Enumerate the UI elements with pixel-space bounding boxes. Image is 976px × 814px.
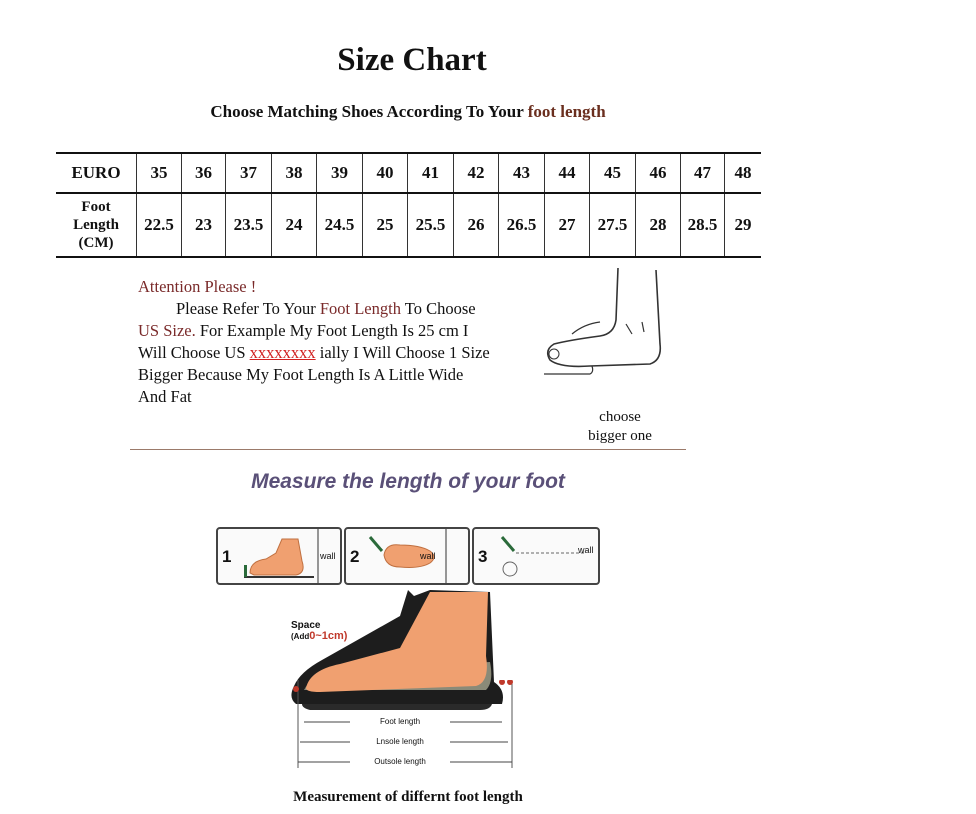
foot-length-header-line: Foot bbox=[81, 199, 111, 215]
outsole-length-label: Outsole length bbox=[350, 757, 450, 766]
subtitle-highlight: foot length bbox=[527, 102, 606, 121]
step-panel-2 bbox=[344, 527, 470, 585]
attention-line bbox=[138, 298, 546, 320]
space-label bbox=[291, 620, 347, 642]
attention-redacted: xxxxxxxx bbox=[249, 343, 316, 362]
attention-line bbox=[138, 342, 546, 364]
step-panel-1 bbox=[216, 527, 342, 585]
wall-label: wall bbox=[320, 551, 336, 561]
attention-heading: Attention Please ! bbox=[138, 277, 257, 296]
measuring-line-icon bbox=[492, 531, 592, 581]
foot-length-cell: 27.5 bbox=[590, 193, 636, 257]
choose-bigger-note bbox=[584, 408, 656, 446]
foot-length-cell: 28 bbox=[636, 193, 681, 257]
add-line bbox=[291, 631, 347, 642]
foot-length-header bbox=[56, 193, 137, 257]
step-number: 2 bbox=[350, 547, 360, 566]
euro-size-cell: 39 bbox=[317, 153, 363, 193]
foot-length-cell: 22.5 bbox=[137, 193, 182, 257]
foot-length-cell: 26 bbox=[454, 193, 499, 257]
foot-length-header-line: Length bbox=[73, 217, 119, 233]
foot-length-cell: 23 bbox=[182, 193, 226, 257]
attention-emphasis: US Size. bbox=[138, 321, 196, 340]
step-panel-3 bbox=[472, 527, 600, 585]
euro-row bbox=[56, 153, 761, 193]
attention-text: To Choose bbox=[400, 299, 476, 318]
foot-sketch-icon bbox=[540, 264, 670, 384]
wall-label: wall bbox=[578, 545, 594, 555]
euro-size-cell: 43 bbox=[499, 153, 545, 193]
wall-line-icon bbox=[444, 529, 448, 583]
foot-length-cell: 25.5 bbox=[408, 193, 454, 257]
attention-note bbox=[138, 276, 546, 408]
add-text: (Add bbox=[291, 632, 310, 641]
attention-text: Please Refer To Your bbox=[176, 299, 320, 318]
choose-line: bigger one bbox=[588, 428, 652, 444]
foot-length-cell: 29 bbox=[725, 193, 762, 257]
foot-length-cell: 23.5 bbox=[226, 193, 272, 257]
foot-length-cell: 26.5 bbox=[499, 193, 545, 257]
step-number: 1 bbox=[222, 547, 232, 566]
attention-line bbox=[138, 320, 546, 342]
euro-size-cell: 38 bbox=[272, 153, 317, 193]
euro-size-cell: 46 bbox=[636, 153, 681, 193]
insole-length-label: Lnsole length bbox=[350, 737, 450, 746]
attention-emphasis: Foot Length bbox=[319, 299, 401, 318]
attention-line: Bigger Because My Foot Length Is A Little Wide bbox=[138, 365, 464, 384]
size-table bbox=[56, 152, 761, 258]
euro-header: EURO bbox=[56, 153, 137, 193]
foot-length-cell: 28.5 bbox=[681, 193, 725, 257]
foot-length-header-line: (CM) bbox=[78, 235, 114, 251]
attention-text: For Example My Foot Length Is 25 cm I bbox=[195, 321, 469, 340]
foot-on-paper-icon bbox=[236, 531, 316, 581]
foot-length-cell: 27 bbox=[545, 193, 590, 257]
page-title: Size Chart bbox=[337, 42, 487, 78]
foot-length-label: Foot length bbox=[350, 717, 450, 726]
measure-title: Measure the length of your foot bbox=[251, 470, 565, 493]
euro-size-cell: 37 bbox=[226, 153, 272, 193]
euro-size-cell: 35 bbox=[137, 153, 182, 193]
euro-size-cell: 47 bbox=[681, 153, 725, 193]
wall-label: wall bbox=[420, 551, 436, 561]
add-value: 0~1cm) bbox=[309, 630, 348, 642]
foot-length-cell: 25 bbox=[363, 193, 408, 257]
step-number: 3 bbox=[478, 547, 488, 566]
attention-text: ially I Will Choose 1 Size bbox=[315, 343, 490, 362]
euro-size-cell: 44 bbox=[545, 153, 590, 193]
euro-size-cell: 41 bbox=[408, 153, 454, 193]
foot-length-cell: 24 bbox=[272, 193, 317, 257]
euro-size-cell: 45 bbox=[590, 153, 636, 193]
diagram-caption: Measurement of differnt foot length bbox=[293, 789, 523, 805]
attention-text: Will Choose US bbox=[138, 343, 250, 362]
euro-size-cell: 42 bbox=[454, 153, 499, 193]
foot-length-cell: 24.5 bbox=[317, 193, 363, 257]
subtitle-text: Choose Matching Shoes According To Your bbox=[210, 102, 528, 121]
euro-size-cell: 48 bbox=[725, 153, 762, 193]
attention-line: And Fat bbox=[138, 387, 192, 406]
page-subtitle bbox=[0, 102, 816, 122]
euro-size-cell: 40 bbox=[363, 153, 408, 193]
divider bbox=[130, 449, 686, 450]
space-text: Space bbox=[291, 620, 321, 631]
foot-length-row bbox=[56, 193, 761, 257]
choose-line: choose bbox=[599, 409, 641, 425]
euro-size-cell: 36 bbox=[182, 153, 226, 193]
